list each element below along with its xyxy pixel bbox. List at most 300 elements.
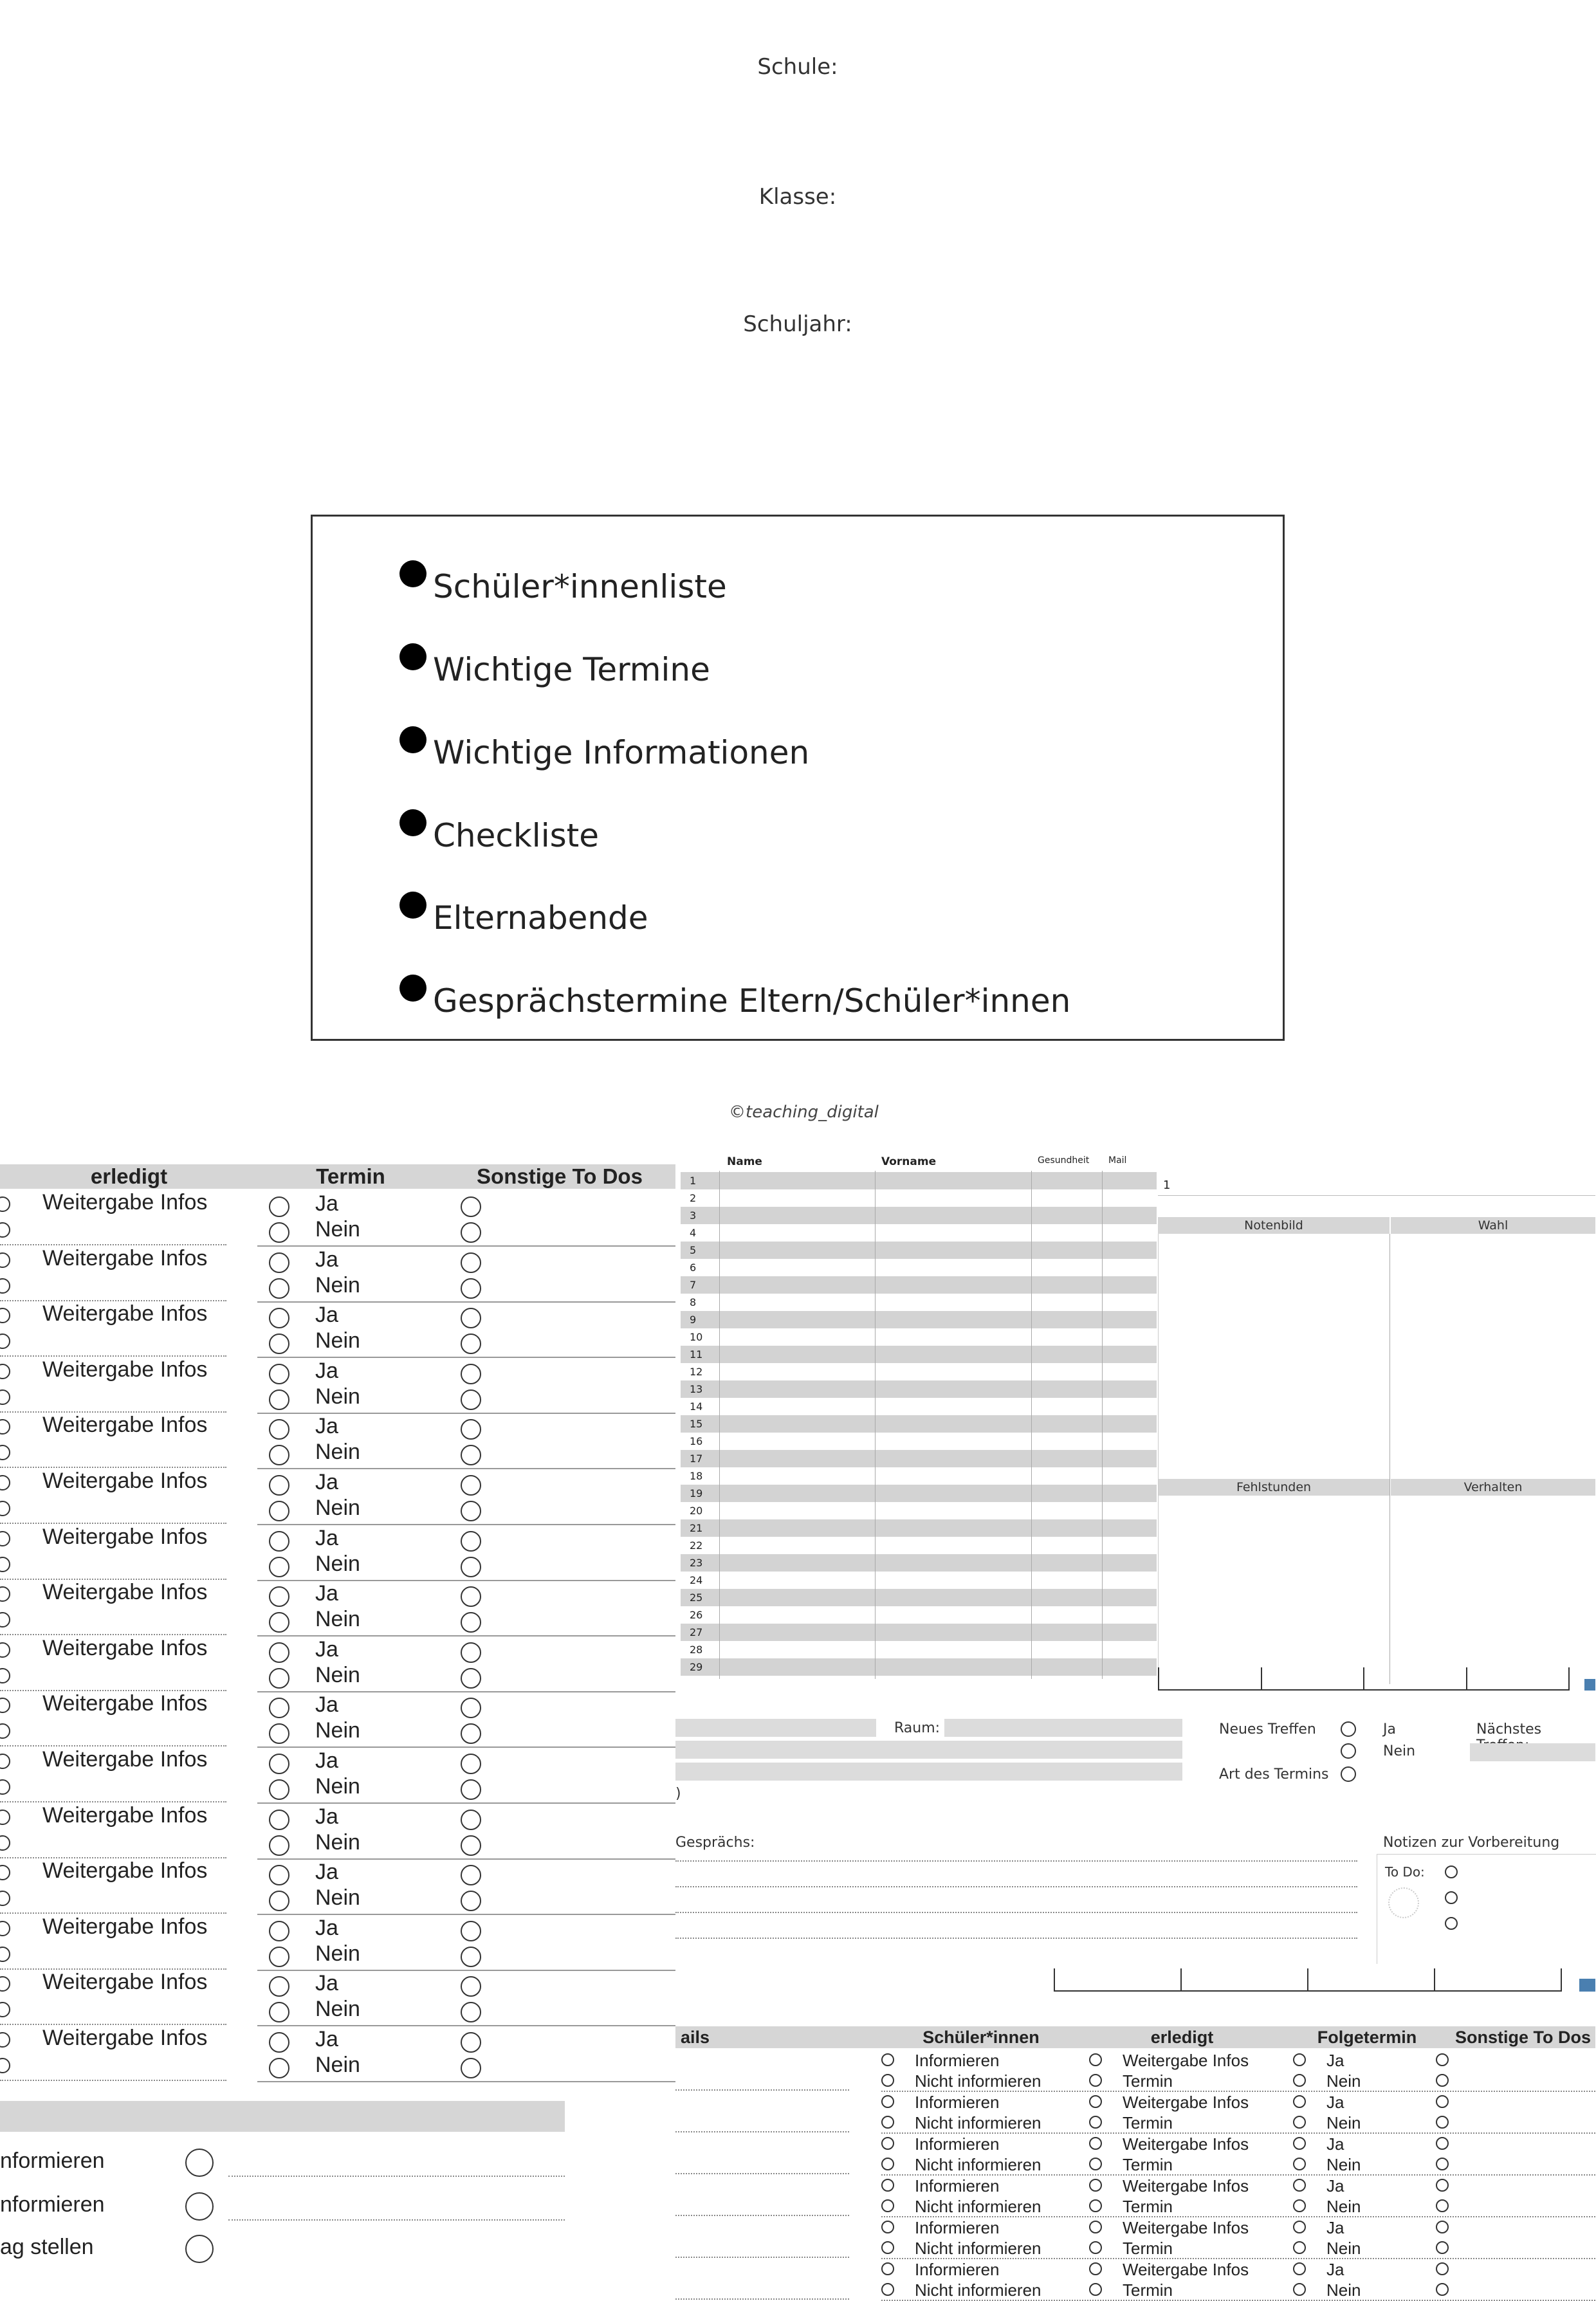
header-cell xyxy=(0,1164,31,1189)
table-row[interactable] xyxy=(681,1189,1157,1207)
no-radio[interactable] xyxy=(269,1723,289,1744)
appointment-label: Termin xyxy=(1123,2113,1173,2132)
appointment-radio[interactable] xyxy=(1089,2158,1102,2170)
row-number: 9 xyxy=(690,1314,697,1326)
yes-label: Ja xyxy=(1326,2093,1344,2112)
not-inform-radio[interactable] xyxy=(881,2116,894,2129)
todo-checkbox[interactable] xyxy=(461,1891,481,1911)
todo-checkbox[interactable] xyxy=(461,1865,481,1885)
header-health: Gesundheit xyxy=(1038,1155,1090,1166)
nav-tabs[interactable] xyxy=(1158,1667,1570,1691)
done-label: Weitergabe Infos xyxy=(42,1190,208,1215)
table-row[interactable] xyxy=(681,1172,1157,1189)
not-inform-radio[interactable] xyxy=(881,2074,894,2087)
conversation-label: Gesprächs: xyxy=(675,1835,755,1851)
new-meeting-yes-radio[interactable] xyxy=(1341,1721,1356,1737)
student-number: 1 xyxy=(1163,1178,1171,1192)
header-grades: Notenbild xyxy=(1158,1217,1390,1234)
input-bar[interactable] xyxy=(675,1763,1182,1781)
list-item-label: nformieren xyxy=(0,2149,105,2173)
input-bar[interactable] xyxy=(675,1741,1182,1759)
radio-button[interactable] xyxy=(0,1531,10,1546)
radio-button[interactable] xyxy=(0,1698,10,1713)
yes-radio[interactable] xyxy=(269,1252,289,1273)
toc-item-label: Wichtige Termine xyxy=(433,651,710,688)
todo-checkbox[interactable] xyxy=(1436,2179,1449,2192)
nav-tab[interactable] xyxy=(1262,1667,1365,1689)
pass-info-label: Weitergabe Infos xyxy=(1123,2260,1249,2279)
todo-checkbox[interactable] xyxy=(461,1222,481,1243)
todo-checkbox[interactable] xyxy=(461,1308,481,1328)
no-radio[interactable] xyxy=(269,1612,289,1633)
pass-info-radio[interactable] xyxy=(1089,2137,1102,2150)
no-radio[interactable] xyxy=(269,1947,289,1967)
todo-checkbox[interactable] xyxy=(461,1364,481,1384)
row-number: 12 xyxy=(690,1366,703,1378)
appointment-label: Termin xyxy=(1123,2155,1173,2174)
radio-button[interactable] xyxy=(0,1947,10,1962)
room-label: Raum: xyxy=(894,1720,940,1736)
yes-radio[interactable] xyxy=(1293,2221,1306,2233)
radio-button[interactable] xyxy=(0,1865,10,1880)
todo-checkbox[interactable] xyxy=(1436,2283,1449,2296)
table-row[interactable] xyxy=(681,1658,1157,1676)
divider xyxy=(1158,1195,1595,1196)
table-row[interactable] xyxy=(681,1467,1157,1485)
pass-info-radio[interactable] xyxy=(1089,2053,1102,2066)
yes-radio[interactable] xyxy=(269,1419,289,1440)
pass-info-label: Weitergabe Infos xyxy=(1123,2134,1249,2154)
todo-checkbox[interactable] xyxy=(461,1586,481,1607)
no-label: Nein xyxy=(315,1718,360,1743)
table-row[interactable] xyxy=(681,1589,1157,1606)
yes-label: Ja xyxy=(315,1358,338,1383)
todo-checkbox[interactable] xyxy=(461,1921,481,1941)
radio-button[interactable] xyxy=(0,1668,10,1683)
row-number: 6 xyxy=(690,1261,697,1274)
todo-checkbox[interactable] xyxy=(461,1810,481,1830)
no-label: Nein xyxy=(315,1829,360,1855)
table-row[interactable] xyxy=(681,1346,1157,1363)
decorative-icon xyxy=(1388,1887,1419,1918)
table-of-contents xyxy=(311,515,1285,1041)
todo-checkbox[interactable] xyxy=(461,1723,481,1744)
yes-radio[interactable] xyxy=(1293,2053,1306,2066)
no-label: Nein xyxy=(1326,2280,1361,2300)
no-radio[interactable] xyxy=(269,1389,289,1410)
yes-label: Ja xyxy=(315,1303,338,1328)
radio-button[interactable] xyxy=(0,1445,10,1460)
pass-info-label: Weitergabe Infos xyxy=(1123,2218,1249,2237)
no-radio[interactable] xyxy=(269,2058,289,2078)
nav-tabs[interactable] xyxy=(1054,1968,1562,1992)
not-inform-radio[interactable] xyxy=(881,2199,894,2212)
row-number: 2 xyxy=(690,1192,697,1204)
yes-radio[interactable] xyxy=(269,1698,289,1718)
no-label: Nein xyxy=(315,1272,360,1297)
checkbox[interactable] xyxy=(185,2192,214,2221)
input-bar[interactable] xyxy=(675,1719,876,1737)
table-row[interactable] xyxy=(681,1328,1157,1346)
radio-button[interactable] xyxy=(0,1921,10,1936)
list-item-label: nformieren xyxy=(0,2192,105,2217)
todo-checkbox[interactable] xyxy=(461,2032,481,2053)
writing-line xyxy=(675,1860,1357,1862)
table-row[interactable] xyxy=(681,1450,1157,1467)
row-number: 4 xyxy=(690,1227,697,1239)
nav-tab[interactable] xyxy=(1467,1667,1569,1689)
pass-info-radio[interactable] xyxy=(1089,2179,1102,2192)
radio-button[interactable] xyxy=(0,1501,10,1516)
row-number: 28 xyxy=(690,1644,703,1656)
yes-radio[interactable] xyxy=(269,1642,289,1663)
no-radio[interactable] xyxy=(269,2002,289,2022)
row-divider xyxy=(675,2089,849,2091)
todo-checkbox[interactable] xyxy=(1436,2158,1449,2170)
table-row[interactable] xyxy=(681,1554,1157,1572)
yes-radio[interactable] xyxy=(1293,2179,1306,2192)
toc-item-label: Wichtige Informationen xyxy=(433,734,810,771)
todo-checkbox[interactable] xyxy=(461,1668,481,1689)
meeting-type-label: Art des Termins xyxy=(1219,1766,1329,1783)
row-number: 29 xyxy=(690,1661,703,1673)
radio-button[interactable] xyxy=(0,1810,10,1825)
table-row[interactable] xyxy=(681,1363,1157,1380)
no-radio[interactable] xyxy=(269,1334,289,1354)
header-cell xyxy=(227,1164,257,1189)
todo-checkbox[interactable] xyxy=(1436,2053,1449,2066)
toc-item-label: Gesprächstermine Eltern/Schüler*innen xyxy=(433,982,1071,1020)
no-radio[interactable] xyxy=(1293,2283,1306,2296)
table-row[interactable] xyxy=(681,1276,1157,1294)
row-number: 22 xyxy=(690,1539,703,1552)
not-inform-radio[interactable] xyxy=(881,2241,894,2254)
yes-radio[interactable] xyxy=(269,1531,289,1552)
no-radio[interactable] xyxy=(269,1835,289,1856)
writing-line xyxy=(675,1938,1357,1939)
todo-checkbox[interactable] xyxy=(461,1531,481,1552)
todo-checkbox[interactable] xyxy=(1436,2137,1449,2150)
pass-info-radio[interactable] xyxy=(1089,2095,1102,2108)
todo-checkbox[interactable] xyxy=(1436,2095,1449,2108)
inform-radio[interactable] xyxy=(881,2137,894,2150)
no-radio[interactable] xyxy=(269,1278,289,1299)
list-item-label: ag stellen xyxy=(0,2235,94,2259)
evaluation-page-preview xyxy=(1158,1153,1595,1693)
radio-button[interactable] xyxy=(0,1389,10,1405)
column-divider xyxy=(1031,1171,1032,1679)
no-radio[interactable] xyxy=(269,1557,289,1577)
appointment-label: Termin xyxy=(1123,2197,1173,2216)
next-meeting-input[interactable] xyxy=(1470,1743,1595,1761)
todo-checkbox[interactable] xyxy=(1436,2221,1449,2233)
row-number: 14 xyxy=(690,1400,703,1413)
yes-radio[interactable] xyxy=(1293,2262,1306,2275)
nav-tab[interactable] xyxy=(1182,1968,1308,1990)
no-radio[interactable] xyxy=(269,1668,289,1689)
pass-info-radio[interactable] xyxy=(1089,2262,1102,2275)
row-number: 3 xyxy=(690,1209,697,1222)
no-label: Nein xyxy=(315,1997,360,2022)
writing-line xyxy=(228,2176,565,2177)
header-follow-up: Folgetermin xyxy=(1283,2026,1451,2048)
column-divider xyxy=(875,1171,876,1679)
no-radio[interactable] xyxy=(269,1445,289,1465)
radio-button[interactable] xyxy=(0,2032,10,2048)
todo-checkbox[interactable] xyxy=(461,1779,481,1800)
table-row[interactable] xyxy=(681,1502,1157,1519)
todo-checkbox[interactable] xyxy=(461,1475,481,1496)
radio-button[interactable] xyxy=(0,1419,10,1435)
no-label: Nein xyxy=(315,1384,360,1409)
radio-button[interactable] xyxy=(0,1642,10,1658)
done-label: Weitergabe Infos xyxy=(42,1524,208,1549)
table-row[interactable] xyxy=(681,1207,1157,1224)
done-label: Weitergabe Infos xyxy=(42,1802,208,1828)
no-radio[interactable] xyxy=(1293,2074,1306,2087)
yes-radio[interactable] xyxy=(269,1865,289,1885)
toc-item-label: Elternabende xyxy=(433,899,648,937)
radio-button[interactable] xyxy=(0,1976,10,1992)
todo-checkbox[interactable] xyxy=(461,1445,481,1465)
room-input[interactable] xyxy=(944,1719,1182,1737)
appointment-radio[interactable] xyxy=(1089,2116,1102,2129)
no-radio[interactable] xyxy=(269,1222,289,1243)
radio-button[interactable] xyxy=(0,1308,10,1323)
yes-label: Ja xyxy=(315,1525,338,1550)
table-row[interactable] xyxy=(681,1433,1157,1450)
done-label: Weitergabe Infos xyxy=(42,2026,208,2050)
inform-radio[interactable] xyxy=(881,2221,894,2233)
todo-checkbox[interactable] xyxy=(461,1419,481,1440)
radio-button[interactable] xyxy=(0,1779,10,1795)
todo-checkbox[interactable] xyxy=(1445,1917,1458,1930)
table-row[interactable] xyxy=(681,1572,1157,1589)
nav-tab[interactable] xyxy=(1435,1968,1561,1990)
radio-button[interactable] xyxy=(0,1754,10,1769)
todo-checkbox[interactable] xyxy=(461,1196,481,1217)
radio-button[interactable] xyxy=(0,1196,10,1212)
header-behavior: Verhalten xyxy=(1391,1479,1595,1496)
no-label: Nein xyxy=(1326,2197,1361,2216)
radio-button[interactable] xyxy=(0,1586,10,1602)
class-label: Klasse: xyxy=(758,184,837,210)
table-row[interactable] xyxy=(681,1294,1157,1311)
nav-tab[interactable] xyxy=(1308,1968,1435,1990)
done-label: Weitergabe Infos xyxy=(42,1914,208,1939)
table-row[interactable] xyxy=(681,1224,1157,1242)
no-radio[interactable] xyxy=(1293,2241,1306,2254)
yes-radio[interactable] xyxy=(269,1810,289,1830)
done-label: Weitergabe Infos xyxy=(42,1357,208,1382)
not-inform-radio[interactable] xyxy=(881,2158,894,2170)
todo-checkbox[interactable] xyxy=(1445,1866,1458,1878)
table-row[interactable] xyxy=(681,1415,1157,1433)
todo-checkbox[interactable] xyxy=(461,1698,481,1718)
yes-label: Ja xyxy=(1383,1721,1396,1737)
yes-radio[interactable] xyxy=(269,1586,289,1607)
inform-label: Informieren xyxy=(915,2051,1000,2070)
table-row[interactable] xyxy=(681,1398,1157,1415)
todo-checkbox[interactable] xyxy=(461,1389,481,1410)
appointment-label: Termin xyxy=(1123,2239,1173,2258)
appointment-label: Termin xyxy=(1123,2071,1173,2091)
table-row[interactable] xyxy=(681,1641,1157,1658)
todo-checkbox[interactable] xyxy=(1445,1891,1458,1904)
bullet-icon xyxy=(399,560,427,587)
radio-button[interactable] xyxy=(0,2058,10,2073)
no-label: Nein xyxy=(315,1607,360,1632)
row-number: 7 xyxy=(690,1279,697,1291)
not-inform-radio[interactable] xyxy=(881,2283,894,2296)
appointment-radio[interactable] xyxy=(1089,2283,1102,2296)
yes-label: Ja xyxy=(315,1860,338,1885)
row-divider xyxy=(675,2298,849,2300)
radio-button[interactable] xyxy=(0,1364,10,1379)
todo-checkbox[interactable] xyxy=(461,2002,481,2022)
nav-tab[interactable] xyxy=(1055,1968,1182,1990)
todo-checkbox[interactable] xyxy=(1436,2074,1449,2087)
yes-radio[interactable] xyxy=(269,1364,289,1384)
todo-checkbox[interactable] xyxy=(461,1947,481,1967)
table-row[interactable] xyxy=(681,1537,1157,1554)
logo-icon xyxy=(1579,1979,1595,1992)
inform-radio[interactable] xyxy=(881,2179,894,2192)
appointment-radio[interactable] xyxy=(1089,2199,1102,2212)
table-row[interactable] xyxy=(681,1485,1157,1502)
parent-evening-preview xyxy=(0,2097,579,2257)
todo-checkbox[interactable] xyxy=(461,1278,481,1299)
done-label: Weitergabe Infos xyxy=(42,1413,208,1438)
radio-button[interactable] xyxy=(0,1723,10,1739)
new-meeting-label: Neues Treffen xyxy=(1219,1721,1316,1737)
header-mail: Mail xyxy=(1108,1155,1127,1166)
row-divider xyxy=(257,2081,675,2082)
todo-checkbox[interactable] xyxy=(461,1642,481,1663)
radio-button[interactable] xyxy=(0,1252,10,1268)
next-meeting-label: Nächstes xyxy=(1476,1721,1542,1737)
no-label: Nein xyxy=(315,1217,360,1242)
yes-radio[interactable] xyxy=(269,1754,289,1774)
table-row[interactable] xyxy=(681,1519,1157,1537)
no-radio[interactable] xyxy=(1293,2158,1306,2170)
radio-button[interactable] xyxy=(0,1475,10,1490)
appointment-radio[interactable] xyxy=(1089,2074,1102,2087)
todo-checkbox[interactable] xyxy=(1436,2116,1449,2129)
yes-radio[interactable] xyxy=(269,1196,289,1217)
no-radio[interactable] xyxy=(269,1779,289,1800)
header-bar xyxy=(0,2101,565,2132)
yes-radio[interactable] xyxy=(1293,2095,1306,2108)
no-radio[interactable] xyxy=(1293,2116,1306,2129)
appointment-radio[interactable] xyxy=(1089,2241,1102,2254)
row-divider xyxy=(881,2258,1595,2259)
logo-icon xyxy=(1584,1679,1595,1691)
no-label: Nein xyxy=(315,2053,360,2077)
table-row[interactable] xyxy=(681,1242,1157,1259)
radio-button[interactable] xyxy=(0,1278,10,1294)
table-row[interactable] xyxy=(681,1606,1157,1624)
header-appointment: Termin xyxy=(257,1164,444,1189)
yes-radio[interactable] xyxy=(269,2032,289,2053)
todo-checkbox[interactable] xyxy=(461,1557,481,1577)
row-number: 21 xyxy=(690,1522,703,1534)
table-row[interactable] xyxy=(681,1624,1157,1641)
yes-label: Ja xyxy=(315,1804,338,1829)
todo-label: To Do: xyxy=(1385,1864,1425,1880)
no-label: Nein xyxy=(315,1774,360,1799)
header-other-todos: Sonstige To Dos xyxy=(444,1164,675,1189)
school-year-label: Schuljahr: xyxy=(743,311,852,337)
table-row[interactable] xyxy=(681,1259,1157,1276)
pass-info-radio[interactable] xyxy=(1089,2221,1102,2233)
todo-checkbox[interactable] xyxy=(1436,2262,1449,2275)
bullet-icon xyxy=(399,643,427,670)
no-radio[interactable] xyxy=(269,1501,289,1521)
radio-button[interactable] xyxy=(0,1222,10,1238)
todo-checkbox[interactable] xyxy=(461,1334,481,1354)
bullet-icon xyxy=(399,726,427,753)
yes-radio[interactable] xyxy=(269,1976,289,1997)
inform-label: Informieren xyxy=(915,2218,1000,2237)
inform-radio[interactable] xyxy=(881,2095,894,2108)
yes-label: Ja xyxy=(1326,2051,1344,2070)
todo-checkbox[interactable] xyxy=(1436,2241,1449,2254)
checkbox[interactable] xyxy=(185,2149,214,2177)
header-firstname: Vorname xyxy=(881,1155,937,1168)
yes-label: Ja xyxy=(315,1247,338,1272)
new-meeting-no-radio[interactable] xyxy=(1341,1743,1356,1759)
meeting-page-preview xyxy=(675,1692,1595,2001)
row-number: 18 xyxy=(690,1470,703,1482)
radio-button[interactable] xyxy=(0,1891,10,1906)
nav-tab[interactable] xyxy=(1159,1667,1262,1689)
radio-button[interactable] xyxy=(0,1334,10,1349)
yes-radio[interactable] xyxy=(269,1308,289,1328)
no-radio[interactable] xyxy=(1293,2199,1306,2212)
yes-radio[interactable] xyxy=(1293,2137,1306,2150)
table-row[interactable] xyxy=(681,1380,1157,1398)
inform-radio[interactable] xyxy=(881,2262,894,2275)
radio-button[interactable] xyxy=(0,1557,10,1572)
radio-button[interactable] xyxy=(0,2002,10,2017)
meeting-type-radio[interactable] xyxy=(1341,1766,1356,1782)
todo-checkbox[interactable] xyxy=(461,1612,481,1633)
todo-checkbox[interactable] xyxy=(1436,2199,1449,2212)
nav-tab[interactable] xyxy=(1364,1667,1467,1689)
yes-radio[interactable] xyxy=(269,1475,289,1496)
todo-checkbox[interactable] xyxy=(461,1252,481,1273)
row-number: 5 xyxy=(690,1244,697,1256)
radio-button[interactable] xyxy=(0,1612,10,1627)
inform-radio[interactable] xyxy=(881,2053,894,2066)
yes-radio[interactable] xyxy=(269,1921,289,1941)
bullet-icon xyxy=(399,975,427,1002)
toc-item-label: Schüler*innenliste xyxy=(433,568,727,605)
todo-checkbox[interactable] xyxy=(461,1754,481,1774)
done-label: Weitergabe Infos xyxy=(42,1580,208,1605)
todo-checkbox[interactable] xyxy=(461,1835,481,1856)
radio-button[interactable] xyxy=(0,1835,10,1851)
row-divider xyxy=(881,2216,1595,2217)
writing-line xyxy=(675,1886,1357,1887)
no-radio[interactable] xyxy=(269,1891,289,1911)
todo-checkbox[interactable] xyxy=(461,1976,481,1997)
todo-checkbox[interactable] xyxy=(461,2058,481,2078)
todo-checkbox[interactable] xyxy=(461,1501,481,1521)
table-row[interactable] xyxy=(681,1311,1157,1328)
checkbox[interactable] xyxy=(185,2235,214,2263)
